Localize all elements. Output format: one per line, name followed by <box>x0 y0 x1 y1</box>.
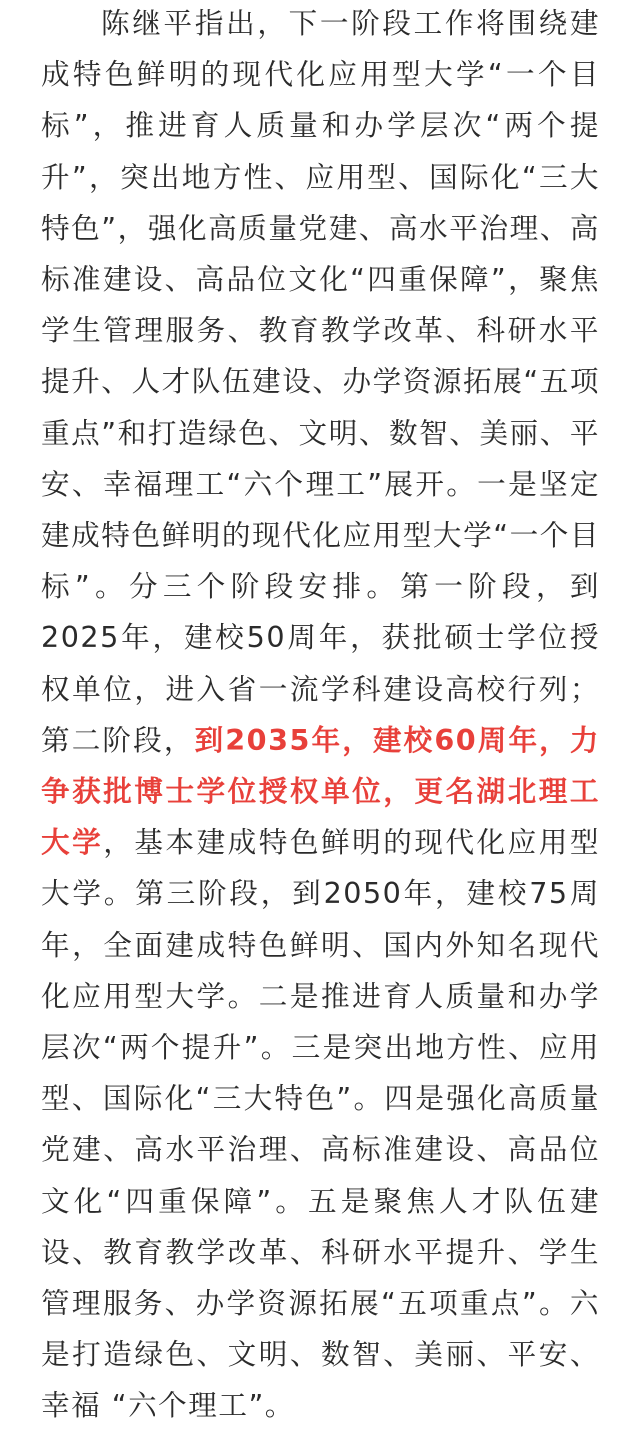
highlighted-text: 到2035年，建校60周年，力争获批博士学位授权单位，更名湖北理工大学 <box>41 722 600 860</box>
paragraph-text-part-2: ，基本建成特色鲜明的现代化应用型大学。第三阶段，到2050年，建校75周年，全面建成特色鲜明、国内外知名现代化应用型大学。二是推进育人质量和办学层次“两个提升”。三是突出地方性、应用型、国际化“三大特色”。四是强化高质量党建、高水平治理、高标准建设、高品位文化“四重保障”。五是聚焦人才队伍建设、教育教学改革、科研水平提升、学生管理服务、办学资源拓展“五项重点”。六是打造绿色、文明、数智、美丽、平安、幸福 “六个理工”。 <box>41 825 600 1423</box>
paragraph-text-part-1: 陈继平指出，下一阶段工作将围绕建成特色鲜明的现代化应用型大学“一个目标”，推进育人质量和办学层次“两个提升”，突出地方性、应用型、国际化“三大特色”，强化高质量党建、高水平治理、高标准建设、高品位文化“四重保障”，聚焦学生管理服务、教育教学改革、科研水平提升、人才队伍建设、办学资源拓展“五项重点”和打造绿色、文明、数智、美丽、平安、幸福理工“六个理工”展开。一是坚定建成特色鲜明的现代化应用型大学“一个目标”。分三个阶段安排。第一阶段，到2025年，建校50周年，获批硕士学位授权单位，进入省一流学科建设高校行列；第二阶段， <box>41 6 600 757</box>
